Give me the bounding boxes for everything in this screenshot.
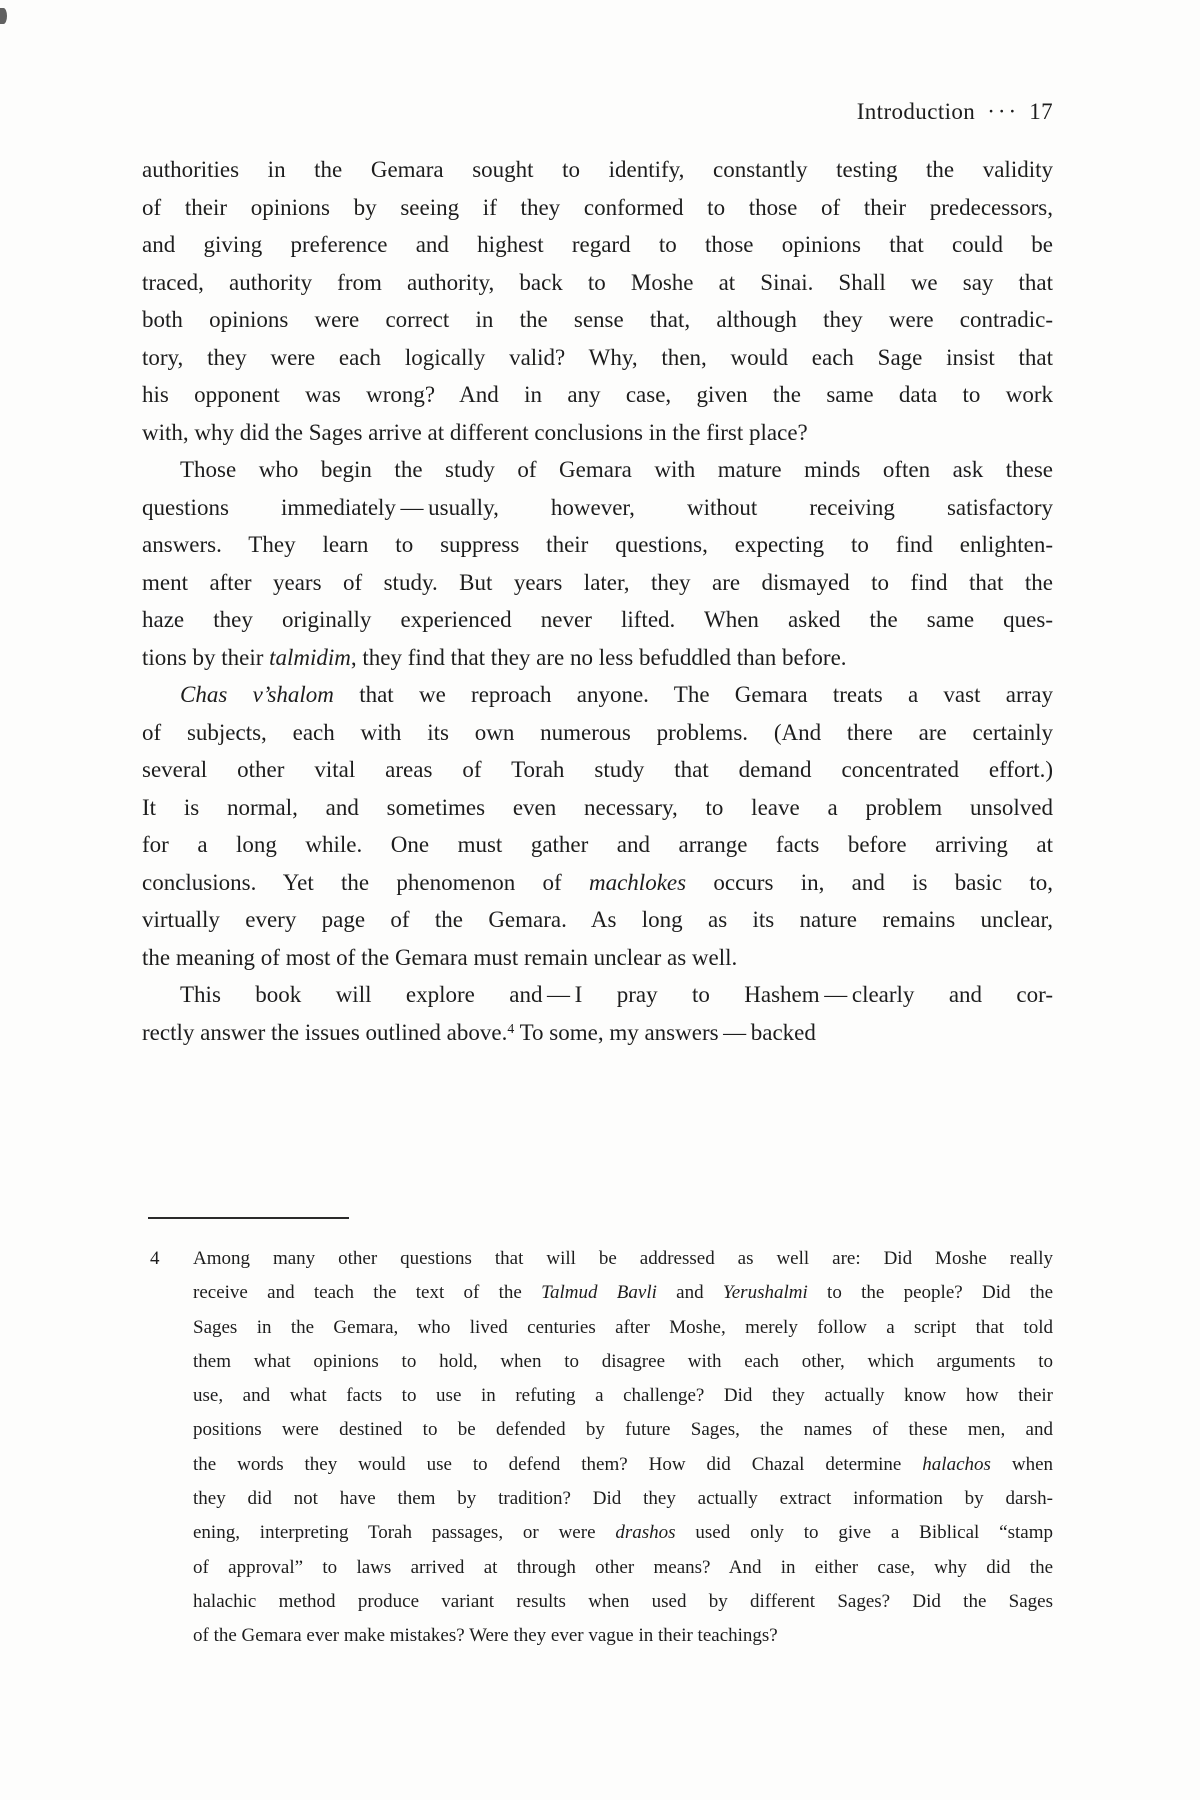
paragraph — [142, 451, 1053, 676]
header-separator-dots: ··· — [987, 99, 1020, 124]
paragraph — [142, 676, 1053, 976]
text-line: questions immediately — usually, however, without receiving satisfactory — [142, 494, 1053, 520]
text-line: for a long while. One must gather and arrange facts before arriving at — [142, 832, 1053, 857]
text-line: tory, they were each logically valid? Why, then, would each Sage insist that — [142, 344, 1053, 370]
text-line: Chas v’shalom that we reproach anyone. The Gemara treats a vast array — [180, 682, 1053, 707]
text-line: receive and teach the text of the Talmud Bavli and Yerushalmi to the people? Did the — [193, 1282, 1054, 1304]
text-line: the meaning of most of the Gemara must remain unclear as well. — [142, 944, 738, 970]
text-line: It is normal, and sometimes even necessary, to leave a problem unsolved — [142, 794, 1053, 820]
text-line: conclusions. Yet the phenomenon of machlokes occurs in, and is basic to, — [142, 869, 1053, 895]
text-line: several other vital areas of Torah study that demand concentrated effort.) — [142, 757, 1053, 782]
chapter-title: Introduction — [856, 99, 976, 124]
text-line: traced, authority from authority, back to Moshe at Sinai. Shall we say that — [142, 269, 1053, 295]
text-line: and giving preference and highest regard to those opinions that could be — [142, 232, 1053, 257]
text-line: Sages in the Gemara, who lived centuries after Moshe, merely follow a script that told — [193, 1316, 1053, 1338]
text-line: haze they originally experienced never lifted. When asked the same ques- — [142, 607, 1053, 632]
running-header — [857, 99, 1053, 125]
page-number: 17 — [1029, 99, 1053, 124]
footnote — [150, 1242, 1053, 1654]
text-line: use, and what facts to use in refuting a challenge? Did they actually know how their — [193, 1385, 1053, 1407]
text-line: of the Gemara ever make mistakes? Were they ever vague in their teachings? — [193, 1625, 778, 1647]
text-line: ening, interpreting Torah passages, or were drashos used only to give a Biblical “stamp — [193, 1522, 1053, 1544]
text-line: his opponent was wrong? And in any case, given the same data to work — [142, 382, 1053, 407]
text-line: of their opinions by seeing if they conformed to those of their predecessors, — [142, 194, 1053, 220]
text-line: virtually every page of the Gemara. As long as its nature remains unclear, — [142, 907, 1053, 932]
text-line: halachic method produce variant results when used by different Sages? Did the Sages — [193, 1590, 1053, 1612]
body-text — [142, 151, 1053, 1051]
text-line: tions by their talmidim, they find that they are no less befuddled than before. — [142, 644, 847, 670]
footnote-separator-rule — [148, 1217, 349, 1219]
text-line: ment after years of study. But years later, they are dismayed to find that the — [142, 569, 1053, 595]
text-line: of subjects, each with its own numerous problems. (And there are certainly — [142, 719, 1053, 745]
text-line: them what opinions to hold, when to disagree with each other, which arguments to — [193, 1350, 1053, 1372]
footnote-number: 4 — [150, 1248, 160, 1269]
text-line: both opinions were correct in the sense that, although they were contradic- — [142, 307, 1053, 332]
text-line: positions were destined to be defended by future Sages, the names of these men, and — [193, 1419, 1053, 1441]
footnote-lines — [193, 1242, 1053, 1654]
text-line: authorities in the Gemara sought to identify, constantly testing the validity — [142, 157, 1053, 182]
text-line: This book will explore and — I pray to Hashem — clearly and cor- — [180, 982, 1053, 1007]
text-line: with, why did the Sages arrive at different conclusions in the first place? — [142, 419, 808, 445]
scan-artifact — [0, 8, 7, 24]
text-line: Among many other questions that will be addressed as well are: Did Moshe really — [193, 1248, 1053, 1269]
text-line: of approval” to laws arrived at through other means? And in either case, why did the — [193, 1556, 1053, 1578]
text-line: rectly answer the issues outlined above.$^4$ To some, my answers — backed — [142, 1019, 816, 1045]
text-line: Those who begin the study of Gemara with mature minds often ask these — [180, 457, 1053, 482]
text-line: they did not have them by tradition? Did they actually extract information by darsh- — [193, 1488, 1053, 1510]
paragraph — [142, 151, 1053, 451]
paragraph — [142, 976, 1053, 1051]
text-line: answers. They learn to suppress their questions, expecting to find enlighten- — [142, 532, 1053, 557]
text-line: the words they would use to defend them? How did Chazal determine halachos when — [193, 1453, 1053, 1475]
